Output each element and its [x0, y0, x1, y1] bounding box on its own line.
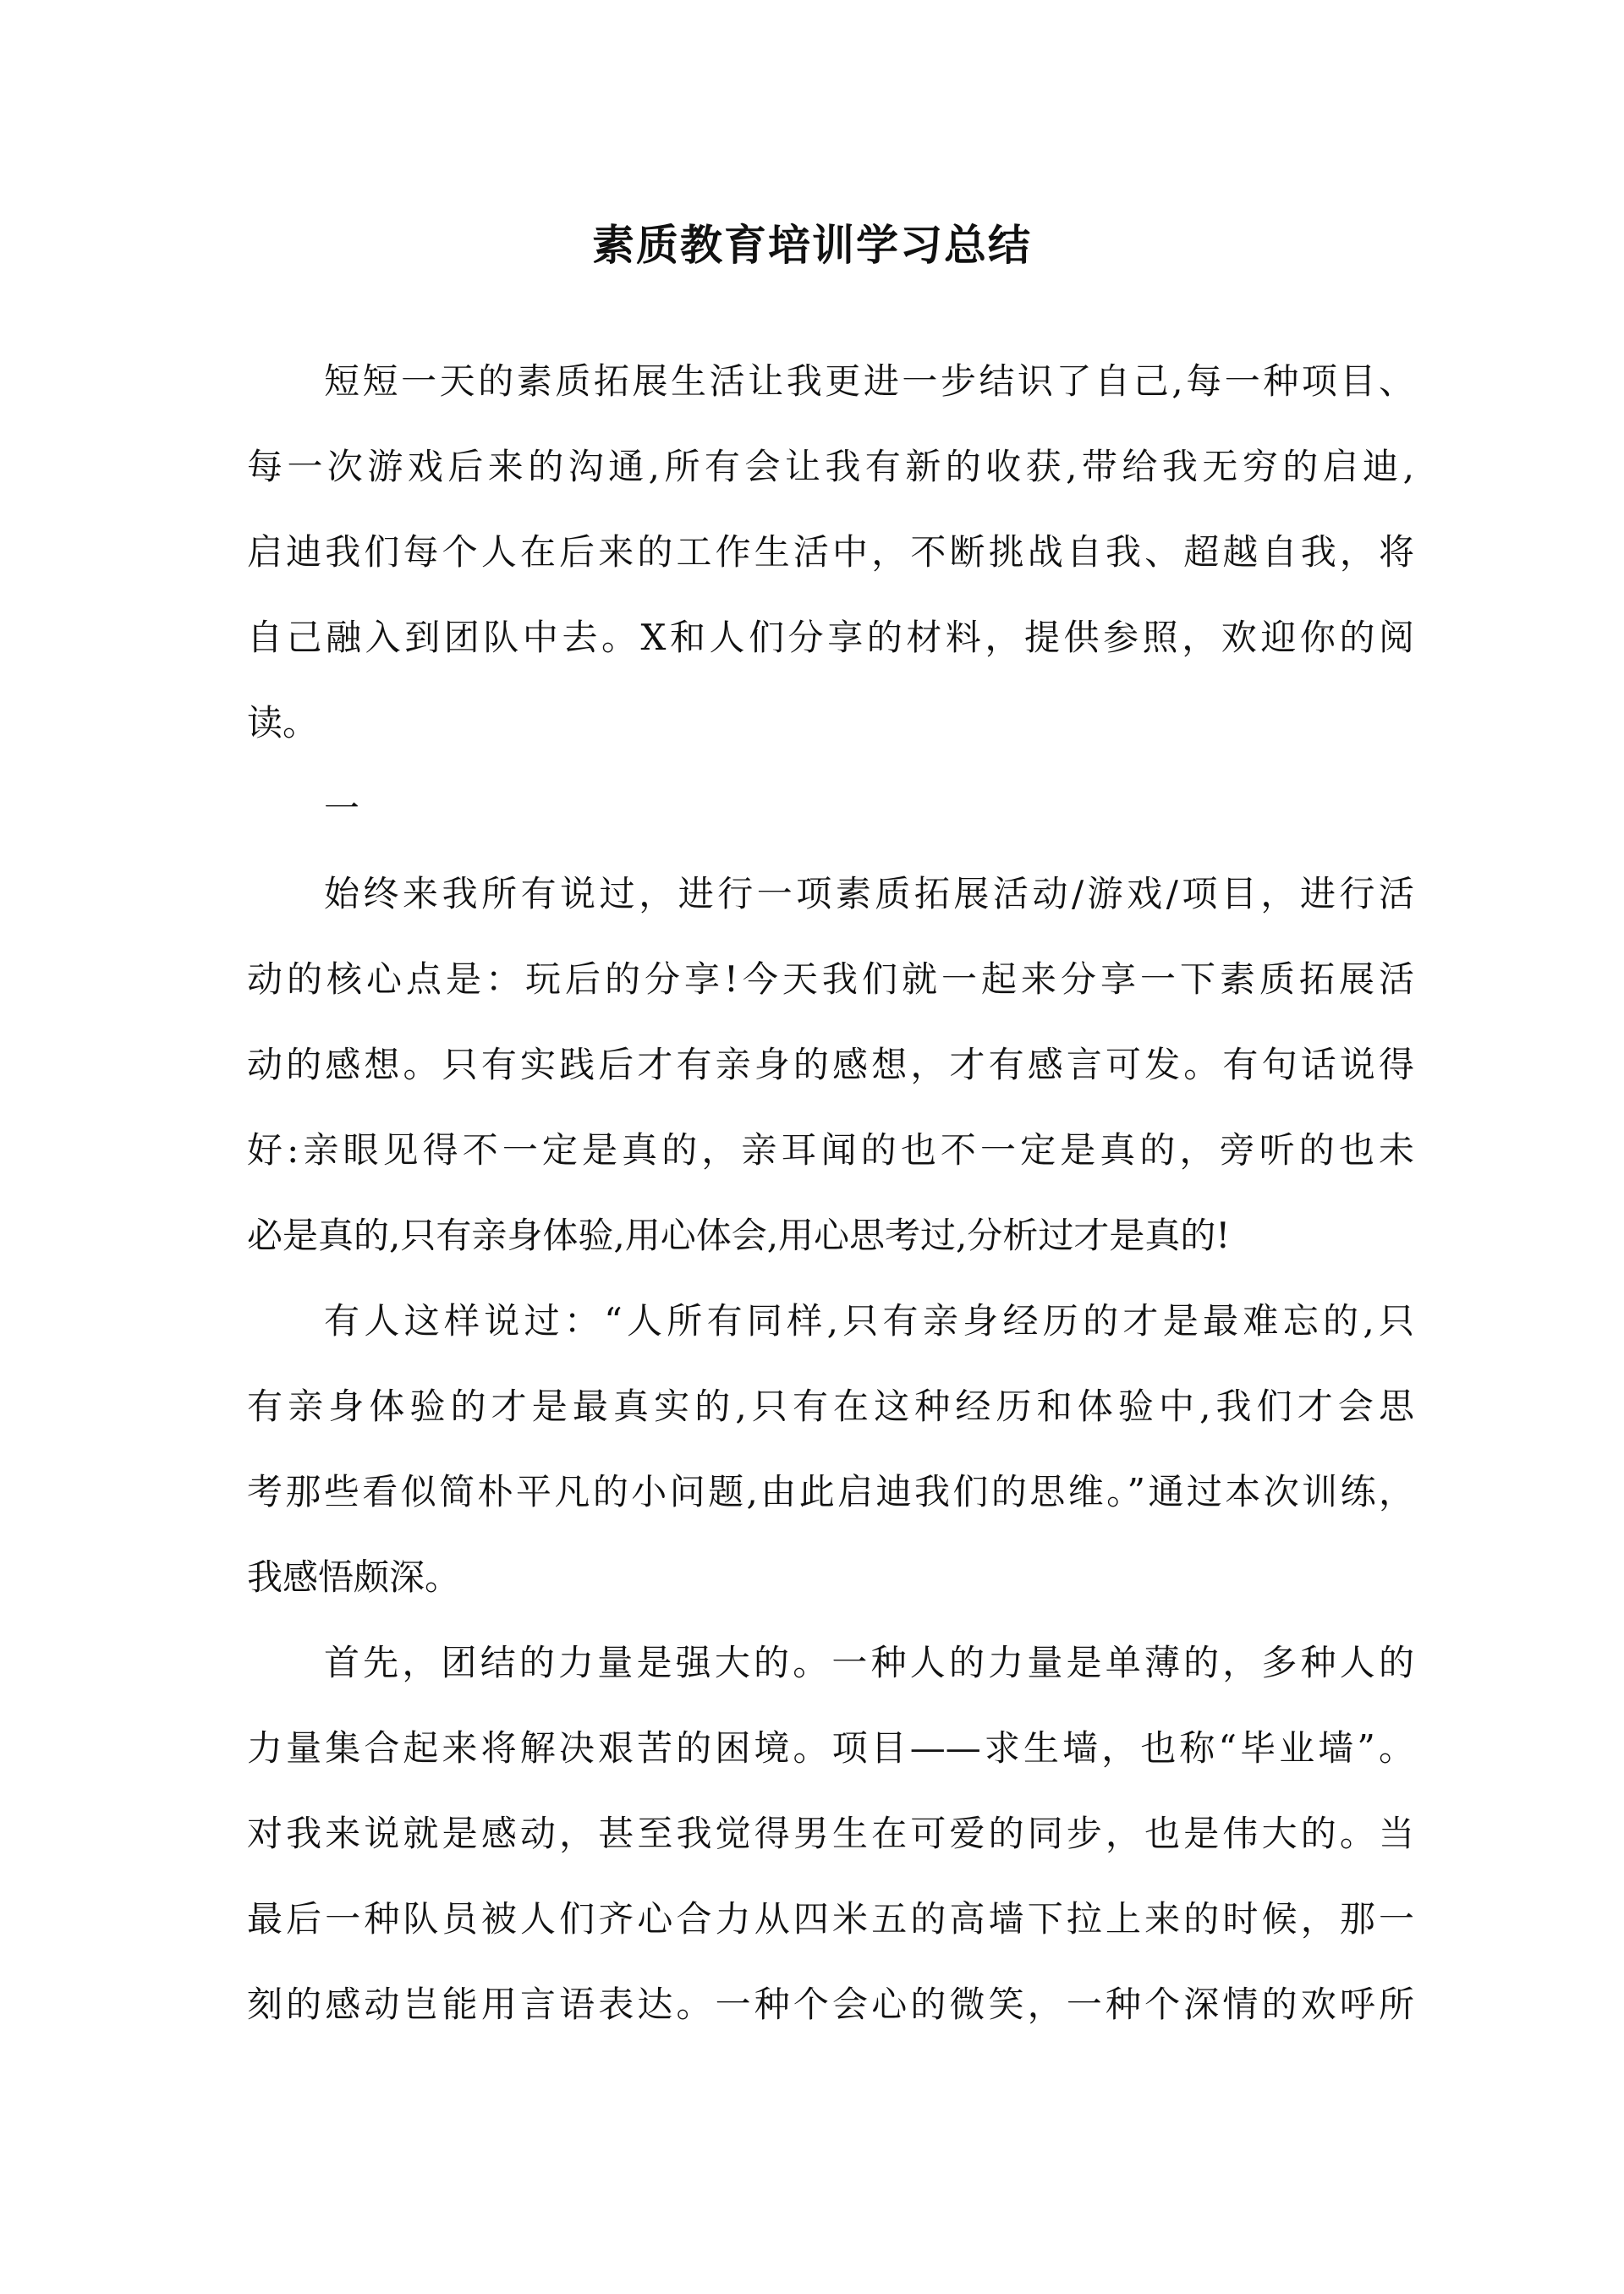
- text-line: 自己融入到团队中去。X和人们分享的材料，提供参照，欢迎你的阅: [247, 617, 1414, 658]
- text-line: 启迪我们每个人在后来的工作生活中，不断挑战自我、超越自我，将: [247, 531, 1414, 573]
- text-line: 考那些看似简朴平凡的小问题,由此启迪我们的思维。”通过本次训练，: [247, 1471, 1414, 1512]
- text-line: 刻的感动岂能用言语表达。一种个会心的微笑，一种个深情的欢呼所: [247, 1984, 1414, 2025]
- text-line: 好:亲眼见得不一定是真的，亲耳闻的也不一定是真的，旁听的也未: [247, 1129, 1414, 1171]
- text-line: 动的核心点是：玩后的分享!今天我们就一起来分享一下素质拓展活: [247, 958, 1414, 1000]
- text-line: 首先，团结的力量是强大的。一种人的力量是单薄的，多种人的: [324, 1642, 1414, 1683]
- text-line: 我感悟颇深。: [247, 1556, 461, 1598]
- text-line: 始终来我所有说过，进行一项素质拓展活动/游戏/项目，进行活: [324, 873, 1414, 914]
- document-body: [247, 338, 1414, 2047]
- text-line: 必是真的,只有亲身体验,用心体会,用心思考过,分析过才是真的!: [247, 1215, 1231, 1256]
- text-line: 有亲身体验的才是最真实的,只有在这种经历和体验中,我们才会思: [247, 1386, 1414, 1427]
- text-line: 读。: [247, 702, 319, 744]
- text-line: 每一次游戏后来的沟通,所有会让我有新的收获,带给我无穷的启迪,: [247, 446, 1414, 487]
- document-title: 素质教育培训学习总结: [592, 220, 1032, 270]
- text-line: 动的感想。只有实践后才有亲身的感想，才有感言可发。有句话说得: [247, 1044, 1414, 1085]
- text-line: 一: [324, 788, 360, 829]
- text-line: 力量集合起来将解决艰苦的困境。项目——求生墙，也称“毕业墙”。: [247, 1727, 1414, 1769]
- text-line: 对我来说就是感动，甚至我觉得男生在可爱的同步，也是伟大的。当: [247, 1813, 1414, 1854]
- text-line: 最后一种队员被人们齐心合力从四米五的高墙下拉上来的时候，那一: [247, 1898, 1414, 1940]
- text-line: 有人这样说过：“人所有同样,只有亲身经历的才是最难忘的,只: [324, 1300, 1414, 1342]
- text-line: 短短一天的素质拓展生活让我更进一步结识了自己,每一种项目、: [324, 360, 1414, 402]
